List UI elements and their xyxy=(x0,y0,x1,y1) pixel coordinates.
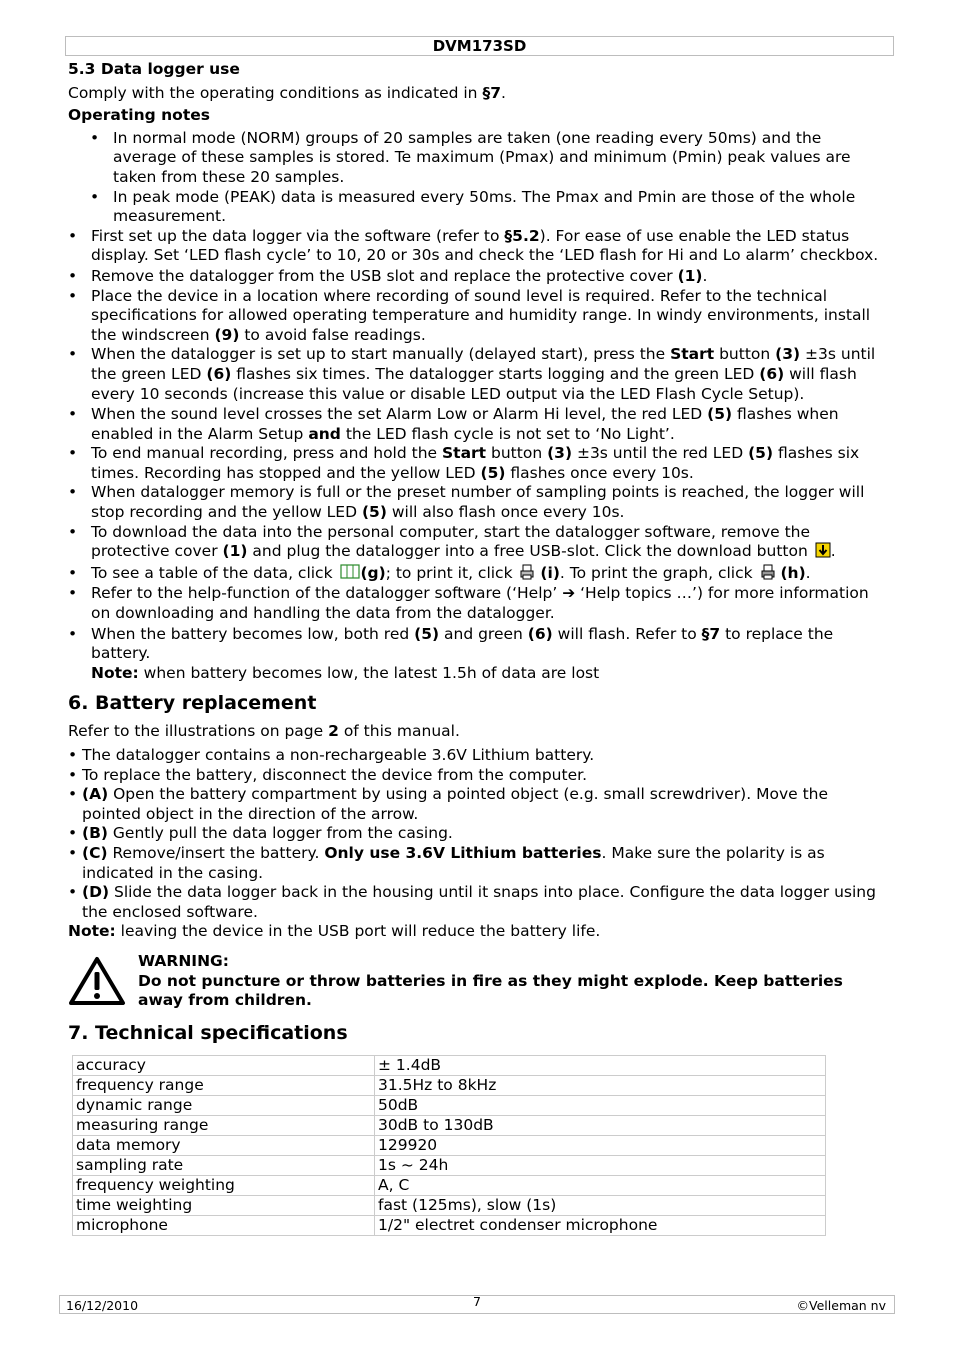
table-icon[interactable] xyxy=(340,564,354,580)
list-item: • (C) Remove/insert the battery. Only use 3.6V Lithium batteries. Make sure the polarity is as indicated in the casing. xyxy=(68,844,880,883)
spec-value: 31.5Hz to 8kHz xyxy=(375,1075,826,1095)
table-row xyxy=(73,1135,826,1155)
list-item: • To replace the battery, disconnect the device from the computer. xyxy=(68,766,880,786)
battery-intro: Refer to the illustrations on page 2 of this manual. xyxy=(68,722,460,741)
list-item: • First set up the data logger via the software (refer to §5.2). For ease of use enable the LED status display. Set ‘LED flash cycle’ to 10, 20 or 30s and check the ‘LED flash for Hi and Lo alarm’ checkbox. xyxy=(68,227,880,266)
list-item: • When the datalogger is set up to start manually (delayed start), press the Start button (3) ±3s until the green LED (6) flashes six times. The datalogger starts logging and the green LED (6) will flash every 10 seconds (increase this value or disable LED output via the LED Flash Cycle Setup). xyxy=(68,345,880,404)
list-item: • Refer to the help-function of the datalogger software (‘Help’ ➔ ‘Help topics …’) for more information on downloading and handling the data from the datalogger. xyxy=(68,584,880,623)
spec-label: frequency range xyxy=(73,1075,375,1095)
warning-text: Do not puncture or throw batteries in fire as they might explode. Keep batteries away from children. xyxy=(138,971,843,1010)
spec-table xyxy=(72,1055,826,1236)
spec-value: 1s ~ 24h xyxy=(375,1155,826,1175)
list-item: • The datalogger contains a non-rechargeable 3.6V Lithium battery. xyxy=(68,746,880,766)
spec-value: 1/2" electret condenser microphone xyxy=(375,1215,826,1235)
list-item: • (D) Slide the data logger back in the housing until it snaps into place. Configure the data logger using the enclosed software. xyxy=(68,883,880,922)
warning-icon xyxy=(68,956,126,1006)
section-heading-5-3: 5.3 Data logger use xyxy=(68,60,240,78)
spec-label: frequency weighting xyxy=(73,1175,375,1195)
warning-title: WARNING: xyxy=(138,951,229,970)
list-item: • When datalogger memory is full or the preset number of sampling points is reached, the logger will stop recording and the yellow LED (5) will also flash once every 10s. xyxy=(68,483,880,522)
section-heading-7: 7. Technical specifications xyxy=(68,1021,348,1044)
operating-notes-list xyxy=(68,227,880,684)
spec-value: fast (125ms), slow (1s) xyxy=(375,1195,826,1215)
comply-paragraph: Comply with the operating conditions as indicated in §7. xyxy=(68,83,506,102)
list-item: • In peak mode (PEAK) data is measured every 50ms. The Pmax and Pmin are those of the whole measurement. xyxy=(90,188,880,227)
list-item: • To end manual recording, press and hold the Start button (3) ±3s until the red LED (5) flashes six times. Recording has stopped and the yellow LED (5) flashes once every 10s. xyxy=(68,444,880,483)
list-item: • Place the device in a location where recording of sound level is required. Refer to the technical specifications for allowed operating temperature and humidity range. In windy environments, install the windscreen (9) to avoid false readings. xyxy=(68,287,880,346)
table-row xyxy=(73,1175,826,1195)
list-item: • In normal mode (NORM) groups of 20 samples are taken (one reading every 50ms) and the average of these samples is stored. Te maximum (Pmax) and minimum (Pmin) peak values are taken from these 20 samples. xyxy=(90,129,880,188)
section-heading-6: 6. Battery replacement xyxy=(68,692,317,715)
list-item: • Remove the datalogger from the USB slot and replace the protective cover (1). xyxy=(68,267,880,287)
table-row xyxy=(73,1115,826,1135)
list-item: • (B) Gently pull the data logger from the casing. xyxy=(68,824,880,844)
document-title: DVM173SD xyxy=(432,37,527,55)
table-row xyxy=(73,1075,826,1095)
spec-label: accuracy xyxy=(73,1055,375,1075)
table-row xyxy=(73,1195,826,1215)
list-item: • To see a table of the data, click (g); to print it, click (i). To print the graph, click (h). xyxy=(68,564,880,584)
spec-value: ± 1.4dB xyxy=(375,1055,826,1075)
spec-label: time weighting xyxy=(73,1195,375,1215)
list-item: • When the sound level crosses the set Alarm Low or Alarm Hi level, the red LED (5) flashes when enabled in the Alarm Setup and the LED flash cycle is not set to ‘No Light’. xyxy=(68,405,880,444)
spec-label: data memory xyxy=(73,1135,375,1155)
operating-notes-heading: Operating notes xyxy=(68,106,210,125)
print-graph-icon[interactable] xyxy=(760,564,774,580)
list-item: • When the battery becomes low, both red (5) and green (6) will flash. Refer to §7 to replace the battery. Note: when battery becomes low, the latest 1.5h of data are lost xyxy=(68,625,880,684)
battery-note: Note: leaving the device in the USB port will reduce the battery life. xyxy=(68,922,601,941)
page-header xyxy=(65,36,894,56)
spec-value: 30dB to 130dB xyxy=(375,1115,826,1135)
spec-value: A, C xyxy=(375,1175,826,1195)
battery-list xyxy=(68,746,880,922)
table-row xyxy=(73,1155,826,1175)
spec-label: microphone xyxy=(73,1215,375,1235)
footer-copyright: ©Velleman nv xyxy=(796,1298,886,1313)
page-content xyxy=(68,60,880,1236)
spec-label: sampling rate xyxy=(73,1155,375,1175)
mode-list xyxy=(68,129,880,227)
download-icon[interactable] xyxy=(815,542,829,558)
table-row xyxy=(73,1215,826,1235)
spec-value: 50dB xyxy=(375,1095,826,1115)
warning-box xyxy=(68,952,880,1011)
page-number: 7 xyxy=(473,1294,481,1309)
list-item: • (A) Open the battery compartment by using a pointed object (e.g. small screwdriver). Move the pointed object in the direction of the arrow. xyxy=(68,785,880,824)
table-row xyxy=(73,1095,826,1115)
page-footer xyxy=(59,1295,895,1314)
spec-label: measuring range xyxy=(73,1115,375,1135)
print-icon[interactable] xyxy=(519,564,533,580)
table-row xyxy=(73,1055,826,1075)
list-item: • To download the data into the personal computer, start the datalogger software, remove the protective cover (1) and plug the datalogger into a free USB-slot. Click the download button . xyxy=(68,523,880,562)
spec-label: dynamic range xyxy=(73,1095,375,1115)
footer-date: 16/12/2010 xyxy=(66,1298,139,1313)
spec-value: 129920 xyxy=(375,1135,826,1155)
